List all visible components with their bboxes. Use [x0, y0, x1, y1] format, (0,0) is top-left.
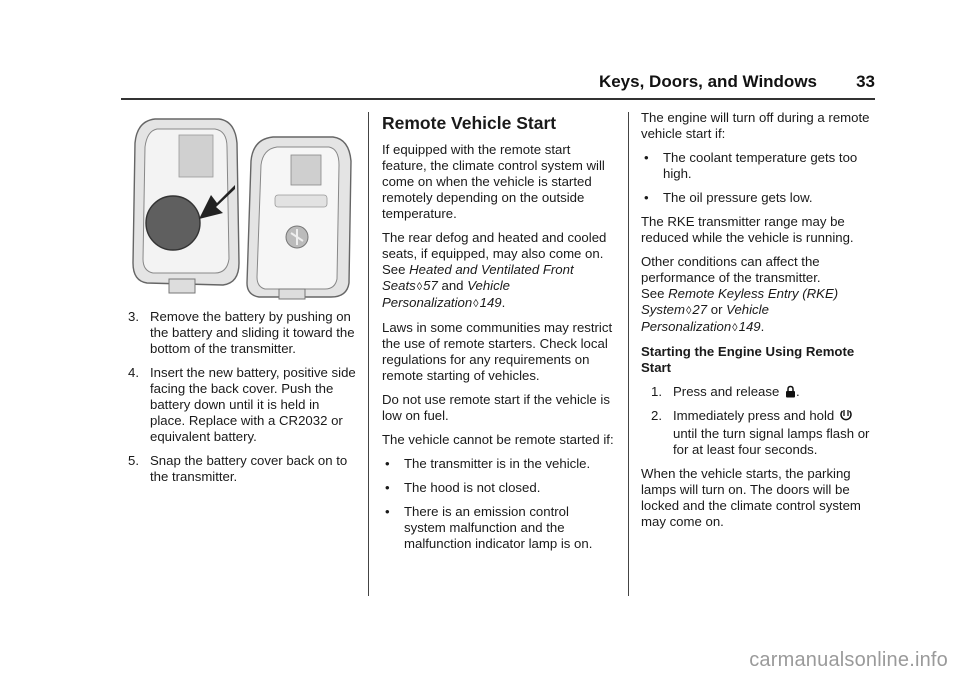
section-title: Remote Vehicle Start: [382, 113, 557, 133]
step-text: Remove the battery by pushing on the battery and sliding it toward the bottom of the transmitter.: [150, 309, 355, 356]
list-item: [641, 190, 877, 206]
step-number: 3.: [128, 309, 139, 324]
period: .: [760, 319, 765, 334]
page-ref-number[interactable]: 27: [692, 302, 708, 317]
step-continuation: until the turn signal lamps flash or for at least four seconds.: [673, 426, 870, 457]
bullet-text: The hood is not closed.: [404, 480, 541, 495]
page-ref-icon: ◊: [473, 298, 479, 310]
see-label: See: [382, 262, 406, 277]
paragraph: The vehicle cannot be remote started if:: [382, 432, 614, 447]
column-divider-1: [368, 112, 369, 596]
step-note: When the vehicle starts, the parking lamps will turn on. The doors will be locked and the climate control system may come on.: [641, 466, 861, 529]
conjunction: and: [441, 278, 464, 293]
paragraph-text: The rear defog and heated and cooled seats, if equipped, may also come on.: [382, 230, 607, 261]
bullet-text: The transmitter is in the vehicle.: [404, 456, 591, 471]
bullet-icon: •: [385, 504, 390, 519]
cross-reference-link[interactable]: Remote Keyless Entry (RKE) System: [641, 286, 839, 317]
bullet-icon: •: [644, 150, 649, 165]
page-ref-icon: ◊: [732, 322, 738, 334]
bullet-text: The coolant temperature gets too high.: [663, 150, 858, 181]
page-ref-icon: ◊: [685, 305, 692, 317]
column-2: [382, 110, 614, 560]
column-1: [128, 309, 356, 493]
transmitter-battery-figure: [127, 113, 357, 303]
transmitter-back-half: [133, 119, 239, 293]
battery: [146, 196, 200, 250]
paragraph: The RKE transmitter range may be reduced while the vehicle is running.: [641, 214, 854, 245]
period: .: [501, 295, 506, 310]
step-text: Insert the new battery, positive side facing the back cover. Push the battery down until it is held in place. Replace with a CR2032 or equivalent battery.: [150, 365, 356, 444]
bullet-icon: •: [644, 190, 649, 205]
column-divider-2: [628, 112, 629, 596]
page-ref-number[interactable]: 57: [423, 278, 438, 293]
header-rule: [121, 98, 875, 100]
list-item: [128, 365, 356, 445]
list-item: [128, 453, 356, 485]
step-number: 4.: [128, 365, 139, 380]
paragraph: If equipped with the remote start feature, the climate control system will come on when the vehicle is started remotely depending on the outside temperature.: [382, 142, 605, 221]
page-ref-number[interactable]: 149: [479, 295, 502, 310]
cross-reference-link[interactable]: Heated and Ventilated Front Seats: [382, 262, 574, 293]
section-header-title: Keys, Doors, and Windows: [598, 72, 817, 91]
page-ref-icon: ◊: [416, 281, 423, 293]
list-item: [641, 150, 877, 182]
step-number: 5.: [128, 453, 139, 468]
list-item: [651, 408, 877, 458]
period: .: [795, 384, 800, 399]
paragraph-with-refs: [641, 254, 877, 336]
column-3: [641, 110, 877, 538]
list-item: [651, 384, 877, 400]
list-item: [382, 504, 614, 552]
cross-reference-link[interactable]: Vehicle Personalization: [382, 278, 510, 310]
bullet-text: There is an emission control system malfunction and the malfunction indicator lamp is on.: [404, 504, 593, 551]
paragraph-text: Other conditions can affect the performance of the transmitter.: [641, 254, 821, 285]
cross-reference-link[interactable]: Vehicle Personalization: [641, 302, 769, 334]
step-number: 2.: [651, 408, 662, 423]
step-text: Press and release: [673, 384, 780, 399]
watermark: carmanualsonline.info: [749, 649, 948, 671]
list-item: [382, 480, 614, 496]
remote-start-icon: [840, 409, 852, 422]
transmitter-front-half: [247, 137, 351, 299]
bullet-icon: •: [385, 480, 390, 495]
bullet-icon: •: [385, 456, 390, 471]
page-ref-number[interactable]: 149: [738, 319, 761, 334]
list-item: [128, 309, 356, 357]
conjunction: or: [710, 302, 723, 317]
step-number: 1.: [651, 384, 662, 399]
bullet-text: The oil pressure gets low.: [663, 190, 813, 205]
see-label: See: [641, 286, 665, 301]
paragraph: The engine will turn off during a remote vehicle start if:: [641, 110, 870, 141]
subsection-heading: Starting the Engine Using Remote Start: [641, 344, 855, 375]
step-text: Snap the battery cover back on to the transmitter.: [150, 453, 348, 484]
step-text: Immediately press and hold: [673, 408, 835, 423]
paragraph-with-refs: [382, 230, 614, 312]
page-number: 33: [856, 72, 875, 91]
lock-icon: [785, 385, 796, 398]
paragraph: Laws in some communities may restrict the use of remote starters. Check local regulations for any requirements on remote starting of vehicles.: [382, 320, 613, 383]
list-item: [382, 456, 614, 472]
paragraph: Do not use remote start if the vehicle is low on fuel.: [382, 392, 610, 423]
